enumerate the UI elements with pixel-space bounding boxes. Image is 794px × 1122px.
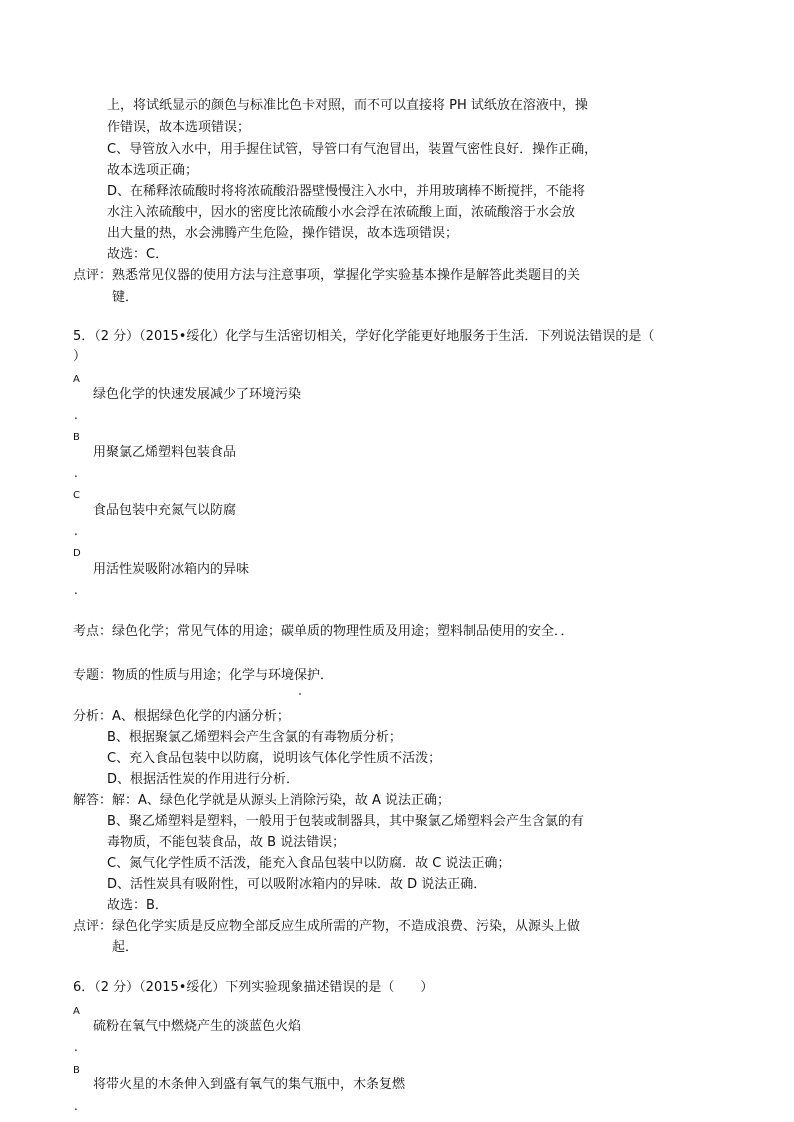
jieda-label: 解答：: [73, 793, 113, 808]
option-text-a: 硫粉在氧气中燃烧产生的淡蓝色火焰: [93, 1019, 302, 1034]
fenxi-label: 分析：: [73, 709, 113, 724]
comment-text: 熟悉常见仪器的使用方法与注意事项，掌握化学实验基本操作是解答此类题目的关: [112, 268, 581, 283]
kaodian-line: 考点：绿色化学；常见气体的用途；碳单质的物理性质及用途；塑料制品使用的安全．．: [73, 624, 574, 639]
option-text-a: 绿色化学的快速发展减少了环境污染: [93, 387, 302, 402]
option-text-c: 食品包装中充氮气以防腐: [93, 503, 237, 518]
option-dot: .: [74, 524, 78, 538]
option-letter-b: B: [73, 1065, 80, 1076]
comment-text: 键．: [112, 290, 139, 305]
dianping-line: 起．: [112, 940, 139, 955]
option-dot: .: [74, 408, 78, 422]
jieda-line: C、氮气化学性质不活泼，能充入食品包装中以防腐．故 C 说法正确；: [107, 856, 511, 871]
zhuanti-line: 专题：物质的性质与用途；化学与环境保护．: [73, 668, 334, 683]
option-text-d: 用活性炭吸附冰箱内的异味: [93, 562, 250, 577]
text-line: 水注入浓硫酸中，因水的密度比浓硫酸小水会浮在浓硫酸上面，浓硫酸溶于水会放: [107, 205, 576, 220]
option-dot: .: [74, 1040, 78, 1054]
option-dot: .: [74, 583, 78, 597]
jieda-line: 故选：B．: [107, 898, 168, 913]
fenxi-line: D、根据活性炭的作用进行分析．: [107, 772, 300, 787]
option-letter-c: C: [73, 490, 80, 501]
text-line: C、导管放入水中，用手握住试管，导管口有气泡冒出，装置气密性良好．操作正确，: [107, 142, 598, 157]
option-letter-b: B: [73, 432, 80, 443]
fenxi-line: C、充入食品包装中以防腐，说明该气体化学性质不活泼；: [107, 751, 442, 766]
question-5-stem: 5．（2 分）（2015•绥化）化学与生活密切相关，学好化学能更好地服务于生活．下列说法错误的是（: [73, 329, 655, 344]
option-text-b: 用聚氯乙烯塑料包装食品: [93, 445, 237, 460]
jieda-line: D、活性炭具有吸附性，可以吸附冰箱内的异味．故 D 说法正确．: [107, 877, 487, 892]
dianping-line: 绿色化学实质是反应物全部反应生成所需的产物，不造成浪费、污染，从源头上做: [112, 919, 581, 934]
scan-speck: [299, 693, 301, 695]
question-6-stem: 6．（2 分）（2015•绥化）下列实验现象描述错误的是（ ）: [73, 980, 434, 995]
dianping-label: 点评：: [73, 919, 113, 934]
text-line: 作错误，故本选项错误；: [107, 120, 251, 135]
text-line: 出大量的热，水会沸腾产生危险，操作错误，故本选项错误；: [107, 226, 459, 241]
text-line: 故本选项正确；: [107, 163, 199, 178]
option-dot: .: [74, 1099, 78, 1113]
fenxi-line: B、根据聚氯乙烯塑料会产生含氯的有毒物质分析；: [107, 730, 402, 745]
option-letter-d: D: [73, 548, 81, 559]
text-line: 故选：C．: [107, 247, 169, 262]
jieda-line: B、聚乙烯塑料是塑料，一般用于包装或制器具，其中聚氯乙烯塑料会产生含氯的有: [107, 814, 584, 829]
comment-label: 点评：: [73, 268, 113, 283]
jieda-line: 毒物质，不能包装食品，故 B 说法错误；: [107, 835, 346, 850]
option-dot: .: [74, 466, 78, 480]
jieda-line: 解：A、绿色化学就是从源头上消除污染，故 A 说法正确；: [112, 793, 451, 808]
option-letter-a: A: [73, 374, 80, 385]
text-line: D、在稀释浓硫酸时将将浓硫酸沿器壁慢慢注入水中，并用玻璃棒不断搅拌，不能将: [107, 184, 586, 199]
fenxi-line: A、根据绿色化学的内涵分析；: [112, 709, 290, 724]
option-text-b: 将带火星的木条伸入到盛有氧气的集气瓶中，木条复燃: [93, 1077, 406, 1092]
text-line: 上，将试纸显示的颜色与标准比色卡对照，而不可以直接将 PH 试纸放在溶液中，操: [107, 98, 588, 113]
option-letter-a: A: [73, 1006, 80, 1017]
question-5-stem: ）: [73, 349, 87, 364]
